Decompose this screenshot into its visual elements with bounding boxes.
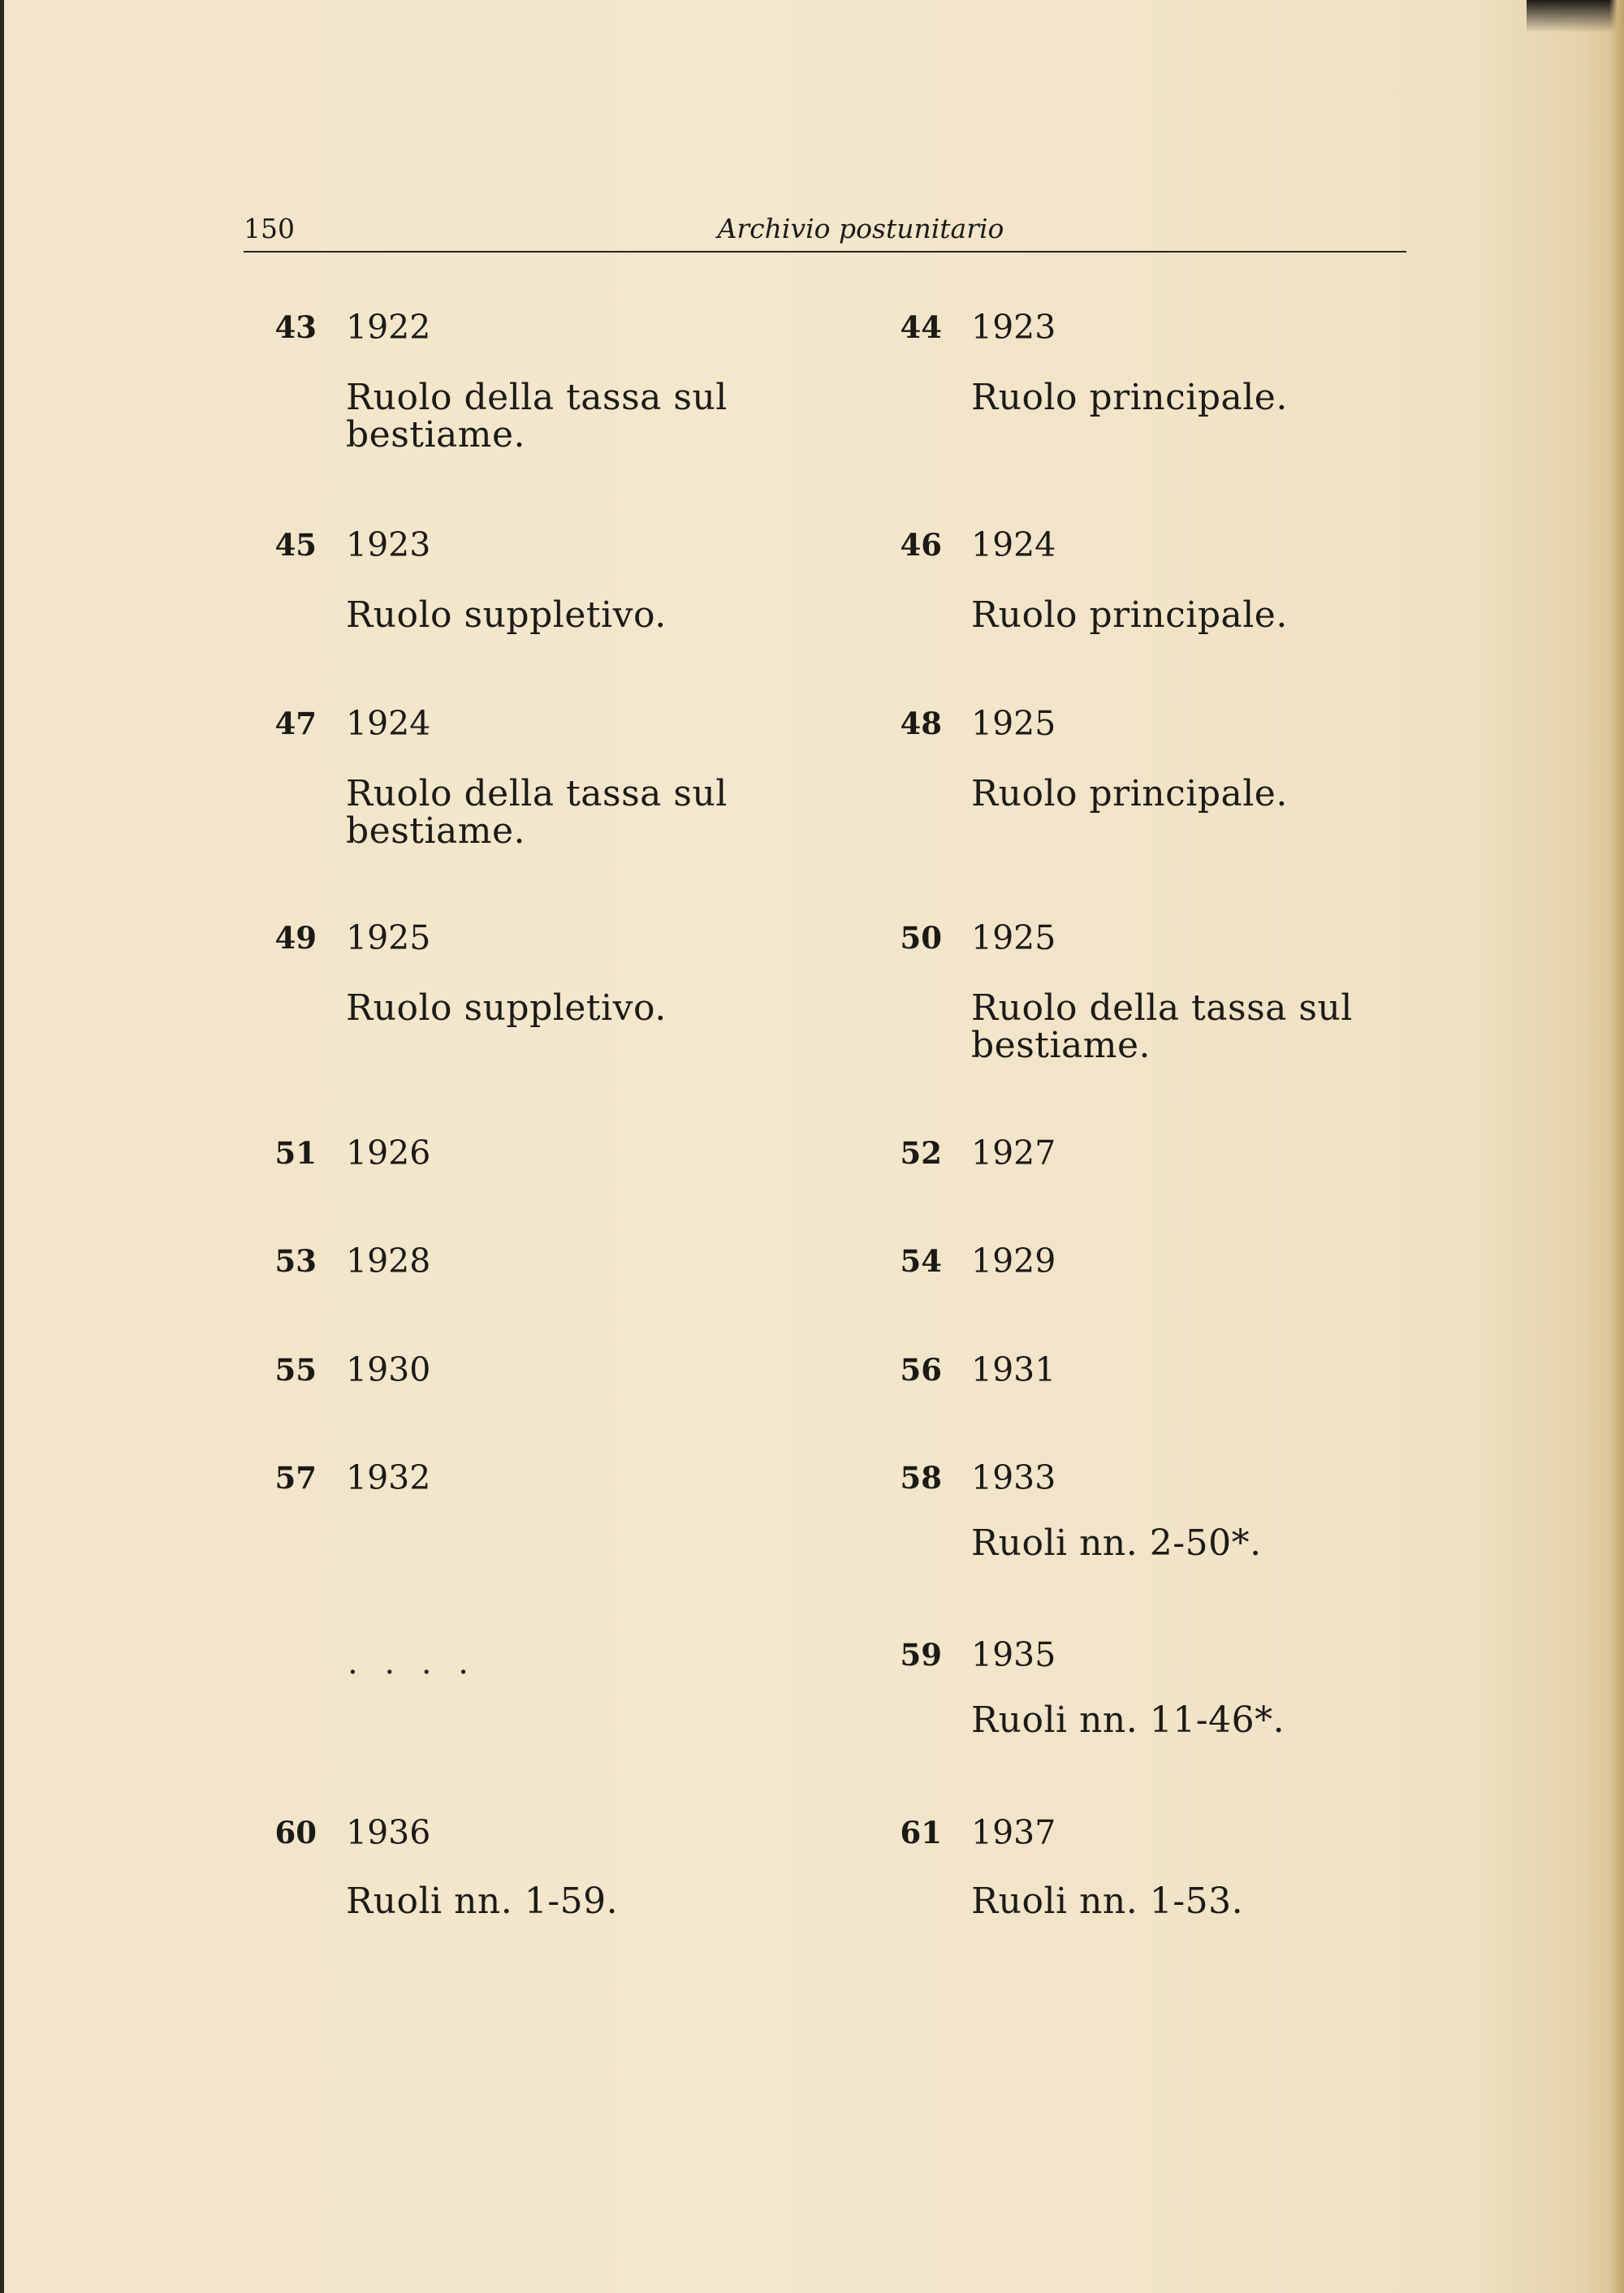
omission-dots: . . . . (348, 1644, 477, 1682)
entry-year: 1923 (971, 308, 1056, 347)
entry-year: 1935 (971, 1635, 1056, 1674)
entry-number: 49 (274, 920, 317, 956)
entry-year: 1924 (346, 704, 431, 743)
entry-year: 1924 (971, 525, 1056, 564)
entry-number: 61 (900, 1815, 942, 1850)
entry-year: 1926 (346, 1134, 431, 1172)
entry-description: Ruolo della tassa sul bestiame. (346, 377, 728, 456)
entry-number: 48 (900, 706, 942, 741)
entry-description: Ruolo principale. (971, 594, 1288, 636)
entry-number: 50 (900, 920, 942, 956)
entry-number: 51 (274, 1135, 317, 1171)
entry-number: 44 (900, 309, 942, 345)
entry-description: Ruolo suppletivo. (346, 594, 667, 636)
entry-number: 59 (900, 1637, 942, 1673)
entry-description: Ruoli nn. 11-46*. (971, 1699, 1285, 1741)
page-header (244, 213, 1405, 253)
entry-year: 1937 (971, 1813, 1056, 1852)
entry-number: 45 (274, 527, 317, 563)
entry-description: Ruoli nn. 1-59. (346, 1881, 619, 1922)
entry-year: 1925 (971, 704, 1056, 743)
page-right-edge (1609, 0, 1624, 2293)
entry-year: 1929 (971, 1242, 1056, 1280)
entry-number: 56 (900, 1352, 942, 1388)
entry-description: Ruoli nn. 1-53. (971, 1881, 1244, 1922)
entry-number: 57 (274, 1460, 317, 1496)
entry-year: 1928 (346, 1242, 431, 1280)
entry-description: Ruolo suppletivo. (346, 987, 667, 1029)
entry-year: 1927 (971, 1134, 1056, 1172)
entry-number: 46 (900, 527, 942, 563)
entry-number: 58 (900, 1460, 942, 1496)
entry-year: 1932 (346, 1458, 431, 1497)
entry-description: Ruolo della tassa sul bestiame. (346, 773, 728, 852)
entry-year: 1936 (346, 1813, 431, 1852)
page-binding-edge (0, 0, 4, 2293)
entry-number: 60 (274, 1815, 317, 1850)
entry-number: 47 (274, 706, 317, 741)
header-rule (244, 251, 1406, 253)
entry-year: 1922 (346, 308, 431, 347)
entry-number: 54 (900, 1243, 942, 1279)
entry-description: Ruoli nn. 2-50*. (971, 1522, 1262, 1564)
entry-year: 1931 (971, 1350, 1056, 1389)
entry-year: 1930 (346, 1350, 431, 1389)
entry-description: Ruolo della tassa sul bestiame. (971, 987, 1353, 1066)
entry-description: Ruolo principale. (971, 377, 1288, 418)
entry-year: 1925 (346, 918, 431, 957)
entry-year: 1933 (971, 1458, 1056, 1497)
entry-number: 52 (900, 1135, 942, 1171)
entry-description: Ruolo principale. (971, 773, 1288, 814)
page-number: 150 (244, 213, 295, 244)
entry-year: 1925 (971, 918, 1056, 957)
entry-number: 53 (274, 1243, 317, 1279)
entry-number: 55 (274, 1352, 317, 1388)
entry-year: 1923 (346, 525, 431, 564)
entry-number: 43 (274, 309, 317, 345)
running-title: Archivio postunitario (717, 213, 1004, 244)
